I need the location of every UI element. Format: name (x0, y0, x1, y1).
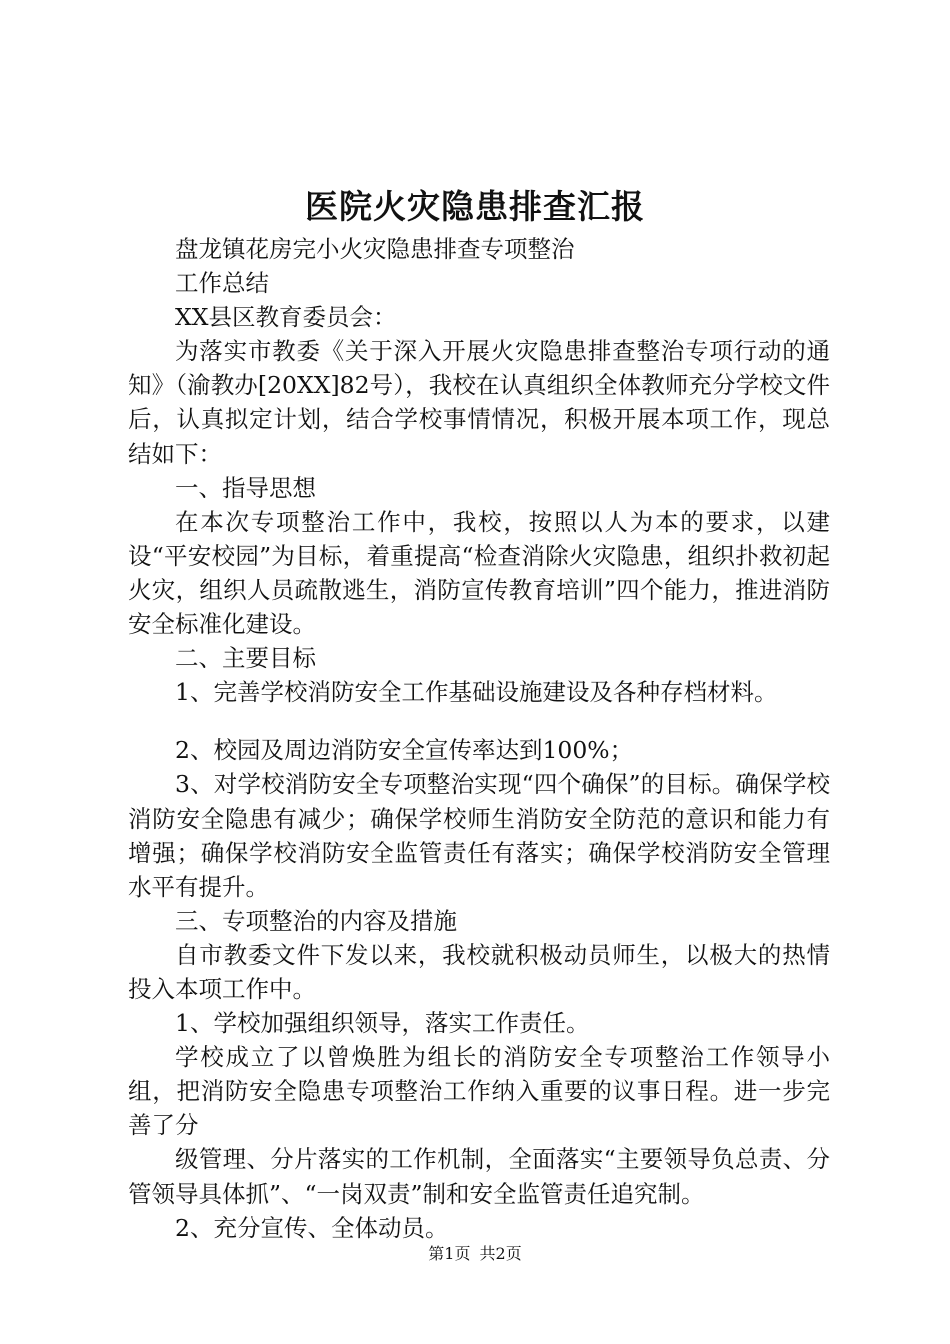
paragraph-guiding: 在本次专项整治工作中，我校，按照以人为本的要求，以建设“平安校园”为目标，着重提高“检查消除火灾隐患，组织扑救初起火灾，组织人员疏散逃生，消防宣传教育培训”四个能力，推进消防安全标准化建设。 (128, 507, 830, 639)
paragraph-goal-2: 2、校园及周边消防安全宣传率达到100%； (175, 736, 634, 765)
document-title: 医院火灾隐患排查汇报 (305, 187, 645, 226)
paragraph-intro: 为落实市教委《关于深入开展火灾隐患排查整治专项行动的通知》（渝教办[20XX]82号），我校在认真组织全体教师充分学校文件后，认真拟定计划，结合学校事情情况，积极开展本项工作，现总结如下： (128, 337, 830, 468)
document-body (128, 232, 830, 1245)
paragraph-measures-intro: 自市教委文件下发以来，我校就积极动员师生，以极大的热情投入本项工作中。 (128, 940, 830, 1003)
page-total: 共2页 (479, 1244, 522, 1263)
paragraph-recipient: XX县区教育委员会： (175, 303, 397, 332)
section-heading-goals: 二、主要目标 (175, 644, 316, 673)
paragraph-measure-2-heading: 2、充分宣传、全体动员。 (175, 1213, 449, 1242)
paragraph-goal-3: 3、对学校消防安全专项整治实现“四个确保”的目标。确保学校消防安全隐患有减少；确保学校师生消防安全防范的意识和能力有增强；确保学校消防安全监管责任有落实；确保学校消防安全管理水平有提升。 (128, 770, 830, 901)
paragraph-measure-1-heading: 1、学校加强组织领导，落实工作责任。 (175, 1009, 590, 1038)
paragraph-summary-label: 工作总结 (175, 269, 269, 298)
paragraph-school-heading: 盘龙镇花房完小火灾隐患排查专项整治 (175, 235, 575, 263)
section-heading-measures: 三、专项整治的内容及措施 (175, 906, 457, 935)
page-footer (0, 1242, 950, 1266)
page-number: 第1页 (428, 1244, 471, 1263)
paragraph-measure-1-body-cont: 级管理、分片落实的工作机制，全面落实“主要领导负总责、分管领导具体抓”、“一岗双责”制和安全监管责任追究制。 (128, 1145, 830, 1208)
paragraph-goal-1: 1、完善学校消防安全工作基础设施建设及各种存档材料。 (175, 678, 778, 707)
paragraph-measure-1-body: 学校成立了以曾焕胜为组长的消防安全专项整治工作领导小组，把消防安全隐患专项整治工作纳入重要的议事日程。进一步完善了分 (128, 1043, 830, 1140)
section-heading-guiding: 一、指导思想 (175, 473, 316, 502)
